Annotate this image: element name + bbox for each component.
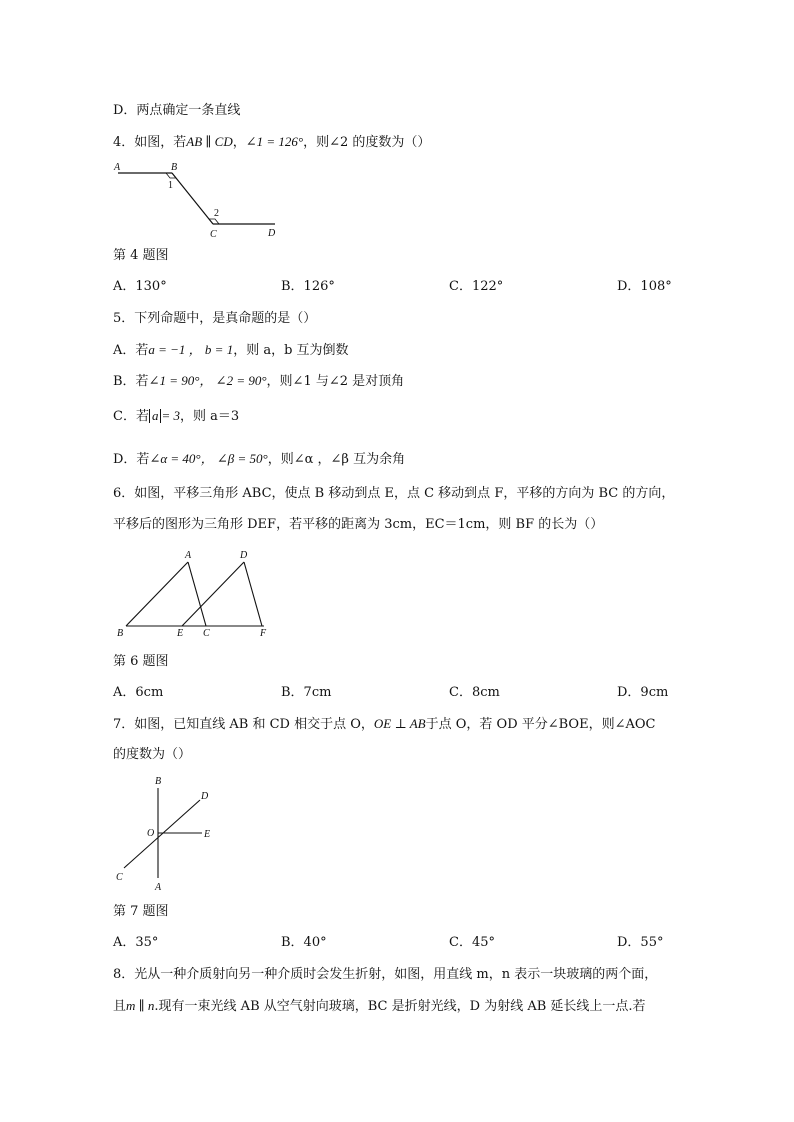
q4-option-b: B．126° xyxy=(281,279,335,294)
q6-option-c: C．8cm xyxy=(449,685,500,700)
q6-label-c: C xyxy=(203,628,210,639)
q5-option-a-suffix: ，则 a，b 互为倒数 xyxy=(233,343,349,358)
q6-line-ed xyxy=(182,562,244,626)
q7-label-a: A xyxy=(155,882,162,893)
q7-stem-line2: 的度数为（） xyxy=(113,747,192,762)
q7-label-e: E xyxy=(204,829,211,840)
q7-figure xyxy=(110,772,230,896)
q7-option-a: A．35° xyxy=(113,935,159,950)
q6-option-a: A．6cm xyxy=(113,685,164,700)
q5-option-c-prefix: C．若 xyxy=(113,409,149,424)
q4-stem-angle: ∠1 = 126° xyxy=(245,134,304,149)
q8-stem-line2-suffix: .现有一束光线 AB 从空气射向玻璃，BC 是折射光线，D 为射线 AB 延长线上一点.若 xyxy=(154,999,646,1014)
q4-label-d: D xyxy=(268,228,276,239)
q4-stem-sep: ， xyxy=(232,135,246,150)
q5-option-a xyxy=(113,341,349,360)
q4-stem-suffix: ，则∠2 的度数为（） xyxy=(303,135,431,150)
q5-option-d-prefix: D．若 xyxy=(113,452,150,467)
q4-line-bc xyxy=(172,173,213,224)
q6-option-d: D．9cm xyxy=(617,685,669,700)
q4-option-c: C．122° xyxy=(449,279,504,294)
q7-label-c: C xyxy=(116,872,123,883)
q4-angle1-mark xyxy=(166,173,176,178)
q6-label-d: D xyxy=(240,550,248,561)
q7-caption: 第 7 题图 xyxy=(113,904,169,919)
q4-stem xyxy=(113,133,430,152)
q5-option-a-math: a = −1 ， b = 1 xyxy=(148,342,234,357)
q6-figure xyxy=(112,546,282,642)
q6-label-e: E xyxy=(177,628,184,639)
q7-label-d: D xyxy=(201,791,209,802)
q5-option-c xyxy=(113,407,239,426)
q7-label-b: B xyxy=(155,776,162,787)
q7-stem-math: OE ⊥ AB xyxy=(373,716,426,731)
q4-label-2: 2 xyxy=(214,208,219,219)
q4-label-c: C xyxy=(210,229,217,240)
q7-stem-prefix: 7．如图，已知直线 AB 和 CD 相交于点 O， xyxy=(113,717,374,732)
q5-option-d-math: ∠α = 40°， ∠β = 50° xyxy=(149,451,268,466)
q7-label-o: O xyxy=(147,828,155,839)
q7-option-b: B．40° xyxy=(281,935,327,950)
q6-option-b: B．7cm xyxy=(281,685,332,700)
q4-caption: 第 4 题图 xyxy=(113,248,169,263)
q6-line-ba xyxy=(126,562,188,626)
q4-label-a: A xyxy=(114,162,121,173)
q7-option-d: D．55° xyxy=(617,935,664,950)
q4-option-a: A．130° xyxy=(113,279,167,294)
q7-stem xyxy=(113,715,655,734)
q6-line-df xyxy=(244,562,262,626)
q5-stem: 5．下列命题中，是真命题的是（） xyxy=(113,311,317,326)
q5-option-c-math: = 3 xyxy=(161,408,180,423)
q6-caption: 第 6 题图 xyxy=(113,654,169,669)
q5-option-c-suffix: ，则 a＝3 xyxy=(179,409,240,424)
q4-option-d: D．108° xyxy=(617,279,672,294)
q5-option-b xyxy=(113,372,404,391)
q3-option-d: D．两点确定一条直线 xyxy=(113,103,241,118)
q8-stem-line2 xyxy=(113,997,646,1016)
q4-stem-math: AB ∥ CD xyxy=(186,134,233,149)
q7-option-c: C．45° xyxy=(449,935,495,950)
q4-figure xyxy=(110,158,310,240)
q4-label-1: 1 xyxy=(168,180,173,191)
q6-label-a: A xyxy=(185,550,192,561)
q8-stem-line2-prefix: 且 xyxy=(113,999,127,1014)
q4-label-b: B xyxy=(171,162,178,173)
q5-option-b-suffix: ，则∠1 与∠2 是对顶角 xyxy=(266,374,405,389)
q7-line-cd xyxy=(124,800,200,868)
q5-option-d xyxy=(113,450,405,469)
q5-option-a-prefix: A．若 xyxy=(113,343,149,358)
q6-label-f: F xyxy=(260,628,267,639)
q8-stem-line2-math: m ∥ n xyxy=(126,998,155,1013)
q6-label-b: B xyxy=(117,628,124,639)
q8-stem-line1: 8．光从一种介质射向另一种介质时会发生折射，如图，用直线 m，n 表示一块玻璃的两个面， xyxy=(113,967,658,982)
q6-stem-line2: 平移后的图形为三角形 DEF，若平移的距离为 3cm，EC＝1cm，则 BF 的长为（） xyxy=(113,517,604,532)
q5-option-b-prefix: B．若 xyxy=(113,374,149,389)
q5-option-b-math: ∠1 = 90°， ∠2 = 90° xyxy=(148,373,267,388)
q7-stem-suffix: 于点 O，若 OD 平分∠BOE，则∠AOC xyxy=(425,717,656,732)
q6-stem-line1: 6．如图，平移三角形 ABC，使点 B 移动到点 E，点 C 移动到点 F，平移的方向为 BC 的方向， xyxy=(113,486,675,501)
q4-angle2-mark xyxy=(209,219,219,224)
q4-stem-prefix: 4．如图，若 xyxy=(113,135,187,150)
q5-option-c-abs: a xyxy=(149,409,162,423)
q5-option-d-suffix: ，则∠α ，∠β 互为余角 xyxy=(267,452,406,467)
